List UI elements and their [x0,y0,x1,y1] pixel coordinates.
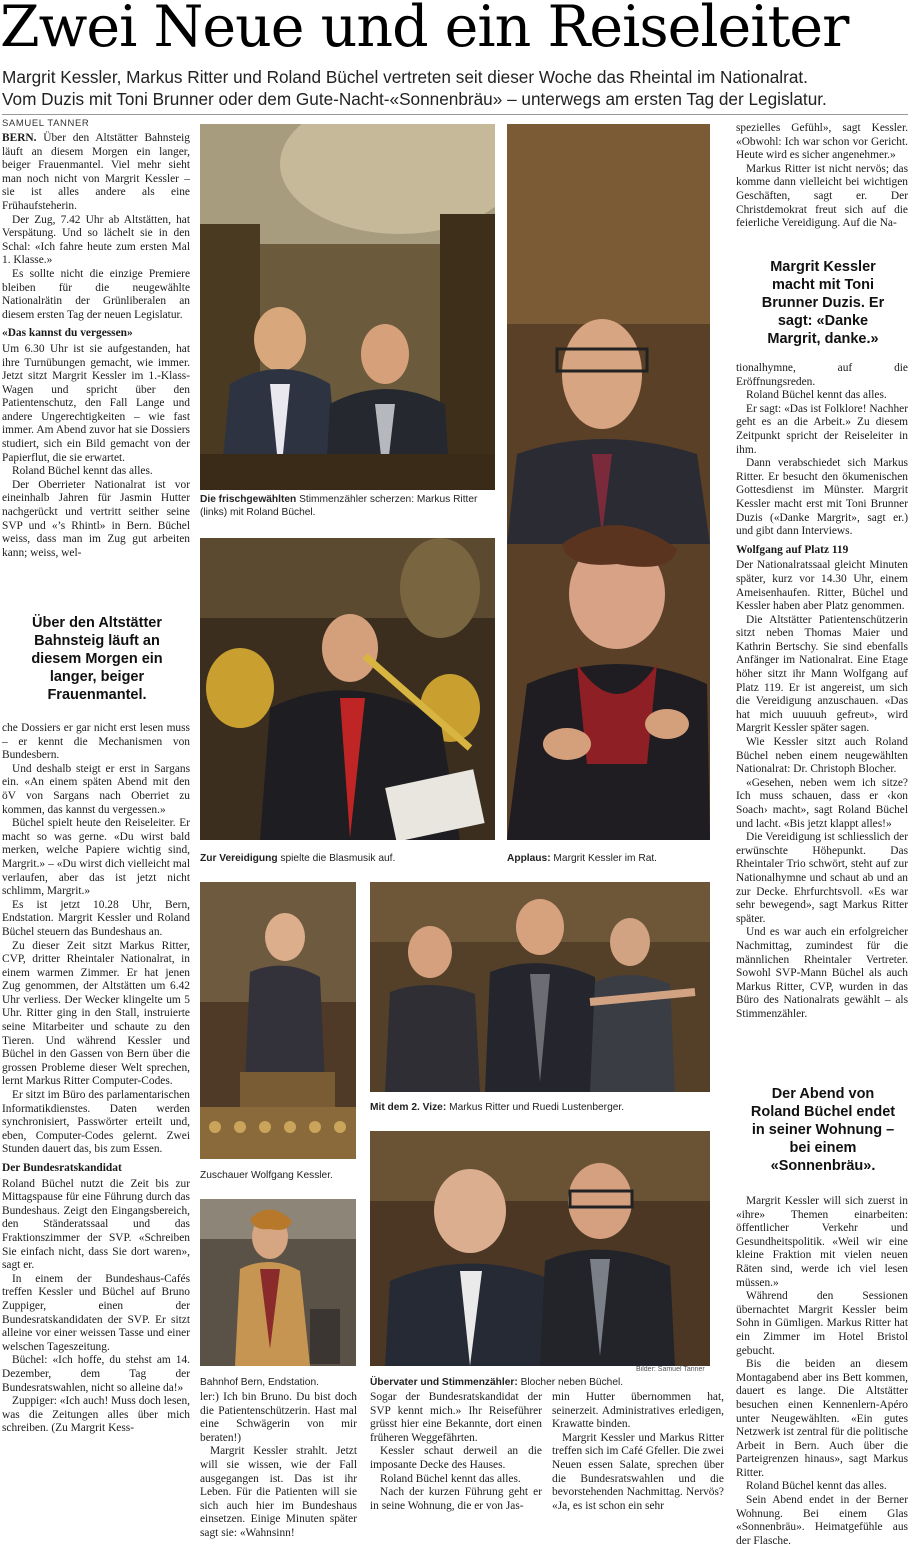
photo-credit: Bilder: Samuel Tanner [636,1366,705,1373]
caption-bold: Die frischgewählten [200,494,297,505]
paragraph: Roland Büchel kennt das alles. [746,1480,887,1493]
caption-bold: Übervater und Stimmenzähler: [370,1377,518,1388]
caption-text: Margrit Kessler im Rat. [550,853,658,864]
paragraph: Die Altstätter Patientenschützerin sitzt neben Thomas Maier und Kathrin Bertschy. Sie sind ebenfalls Anfänger im Nationalrat. Eine Etage höher sitzt ihr Mann Wolfgang auf Platz 119. Er ist angereist, um sich die Vereidigung anzuschauen. «Das hat mich uuuuuh gefreut», wird Margrit Kessler später sagen. [736,613,908,735]
caption-bold: Applaus: [507,853,551,864]
paragraph: Er sagt: «Das ist Folklore! Nachher geht es an die Arbeit.» Zu diesem Zeitpunkt spricht der Reiseleiter in ihm. [736,402,908,456]
paragraph: Um 6.30 Uhr ist sie aufgestanden, hat ihre Turnübungen gemacht, wie immer. Jetzt sitzt Margrit Kessler im 1.-Klass-Wagen und spricht über den Patientenschutz, den Fall Lange und andere Ungerechtigkeiten – wie fast immer. Am Abend zuvor hat sie Dossiers studiert, sich ein Bild gemacht von der Papierflut, die sie erwartet. [2,342,190,464]
caption-text: Markus Ritter und Ruedi Lustenberger. [446,1102,625,1113]
paragraph: Markus Ritter ist nicht nervös; das komme dann vielleicht bei wichtigen Geschäften, sagt er. Der Christdemokrat freut sich auf die feierliche Vereidigung. Auf die Na- [736,162,908,230]
photo-blasmusik [200,538,495,840]
paragraph: Margrit Kessler und Markus Ritter treffen sich im Café Gfeller. Die zwei Neuen essen Salate, sprechen über die Bundesratswahlen und die bevorstehenden Nachmittag. Nervös? «Ja, es ist schon ein sehr [552,1431,724,1512]
paragraph: Es sollte nicht die einzige Premiere bleiben für die neugewählte Nationalrätin der Grünliberalen an diesem ersten Tag der neuen Legislatur. [2,267,190,321]
caption-3 [507,852,710,865]
caption-text: Stimmenzähler scherzen: Markus Ritter (links) mit Roland Büchel. [200,494,478,518]
paragraph: tionalhymne, auf die Eröffnungsreden. [736,362,908,388]
column-right-bottom [736,1195,908,1548]
pull-quote-3: Der Abend von Roland Büchel endet in seiner Wohnung – bei einem «Sonnenbräu». [750,1086,896,1174]
column-right-top [736,122,908,231]
paragraph: Wie Kessler sitzt auch Roland Büchel neben einem neugewählten Nationalrat: Dr. Christoph Blocher. [736,736,908,776]
paragraph-text: Über den Altstätter Bahnsteig läuft an diesem Morgen ein langer, beiger Frauenmantel. Viel mehr sieht man noch nicht von Margrit Kessler – sie ist alles andere als eine Frühaufsteherin. [2,132,190,212]
caption-text: Blocher neben Büchel. [517,1377,624,1388]
dateline: BERN. [2,132,37,144]
paragraph: Während den Sessionen übernachtet Margrit Kessler beim Sohn in Gümligen. Markus Ritter hat ein Zimmer im Hotel Bristol gebucht. [736,1290,908,1357]
photo-image [200,882,356,1159]
lead-line-2: Vom Duzis mit Toni Brunner oder dem Gute-Nacht-«Sonnenbräu» – unterwegs am ersten Tag der Legislatur. [2,89,827,109]
column-bottom-4 [552,1391,724,1513]
photo-image [200,538,495,840]
paragraph: Roland Büchel nutzt die Zeit bis zur Mittagspause für eine Führung durch das Bundeshaus. Zeigt den Eingangsbereich, den Ständeratssaal und das Fraktionszimmer der SVP. «Schreiben Sie einfach nicht, dass Sie dort waren», sagt er. [2,1177,190,1272]
headline: Zwei Neue und ein Reiseleiter [0,0,849,60]
photo-image [370,882,710,1092]
caption-bold: Mit dem 2. Vize: [370,1102,447,1113]
paragraph: Roland Büchel kennt das alles. [380,1472,521,1485]
paragraph: Der Oberrieter Nationalrat ist vor eineinhalb Jahren für Jasmin Hutter nachgerückt und vertritt seither seine SVP und «’s Rhintl» in Bern. Büchel weiss, dass man im Zug gut arbeiten kann; weiss, wel- [2,478,190,559]
photo-wolfgang-kessler [200,882,356,1159]
paragraph: Zu dieser Zeit sitzt Markus Ritter, CVP, dritter Rheintaler Nationalrat, in einem warmen Zimmer. Er hat jenen Zug genommen, der Altstätten um 6.42 Uhr verliess. Der Wecker klingelte um 5 Uhr. Ritter ging in den Stall, instruierte seine Mitarbeiter und schaute zu den Tieren. Und während Kessler und Büchel in den Gassen von Bern über die grossen Probleme dieser Welt sprechen, lernt Markus Ritter Computer-Codes. [2,939,190,1088]
paragraph: Margrit Kessler strahlt. Jetzt will sie wissen, wie der Fall ausgegangen ist. Das ist ihr Leben. Für die Patienten will sie sich auch hier im Bundeshaus einsetzen. Einige Minuten später sagt sie: «Wahnsinn! [200,1445,357,1539]
caption-bold: Zur Vereidigung [200,853,278,864]
caption-2 [200,852,495,865]
paragraph: min Hutter übernommen hat, seinerzeit. Administratives erledigen, Krawatte binden. [552,1391,724,1431]
lead-text [2,66,908,110]
caption-text: spielte die Blasmusik auf. [277,853,396,864]
paragraph: Sein Abend endet in der Berner Wohnung. Bei einem Glas «Sonnenbräu». Heimatgefühle aus der Flasche. [736,1494,908,1547]
paragraph: Kessler schaut derweil an die imposante Decke des Hauses. [370,1445,542,1471]
caption-7 [370,1376,710,1389]
column-1-top [2,132,190,560]
paragraph: Dann verabschiedet sich Markus Ritter. Er besucht den ökumenischen Gottesdienst im Münster. Margrit Kessler macht erst mit Toni Brunner Duzis («Danke Margrit», sagt er.) und gibt dann Interviews. [736,457,908,538]
paragraph: che Dossiers er gar nicht erst lesen muss – er kennt die Mechanismen von Bundesbern. [2,722,190,762]
paragraph: Roland Büchel kennt das alles. [746,389,887,402]
paragraph: Bis die beiden an diesem Montagabend aber ins Bett kommen, dauert es lange. Die Altstätter besuchen einen Kennenlern-Apéro unter Neugewählten. «Ein gutes Netzwerk ist zentral für die politische Arbeit in Bern. Auch über die Parteigrenzen hinaus», sagt Markus Ritter. [736,1358,908,1479]
pull-quote-1: Über den Altstätter Bahnsteig läuft an diesem Morgen ein langer, beiger Frauenmantel. [31,615,163,703]
photo-zweiter-vize [370,882,710,1092]
paragraph: Der Zug, 7.42 Uhr ab Altstätten, hat Verspätung. Und so lächelt sie in den Schal: «Ich fahre heute zum ersten Mal 1. Klasse.» [2,213,190,267]
paragraph: In einem der Bundeshaus-Cafés treffen Kessler und Büchel auf Bruno Zuppiger, einen der Bundesratskandidaten der SVP. Er sitzt alleine vor einer weissen Tasse und einer welschen Tageszeitung. [2,1272,190,1353]
caption-4: Zuschauer Wolfgang Kessler. [200,1170,333,1181]
paragraph: Es ist jetzt 10.28 Uhr, Bern, Endstation. Margrit Kessler und Roland Büchel steuern das Bundeshaus an. [2,898,190,938]
paragraph: Er sitzt im Büro des parlamentarischen Informatikdienstes. Daten werden synchronisiert, Passwörter erteilt und, eben, Computer-Codes gelernt. Zwei Stunden dauert das, bis zum Essen. [2,1089,190,1156]
photo-bahnhof-bern [200,1199,356,1366]
photo-image [370,1131,710,1366]
photo-stimmenzaehler [200,124,495,490]
photo-image [200,124,495,490]
column-bottom-3 [370,1391,542,1513]
paragraph: spezielles Gefühl», sagt Kessler. «Obwohl: Ich war schon vor Gericht. Heute wird es sicher angenehmer.» [736,122,908,162]
paragraph: Nach der kurzen Führung geht er in seine Wohnung, die er von Jas- [370,1486,542,1512]
column-1-bottom [2,722,190,1436]
paragraph: Und es war auch ein erfolgreicher Nachmittag, zumindest für die männlichen Rheintaler Vertreter. Sowohl SVP-Mann Büchel als auch Markus Ritter, CVP, wurden in das Büro des Nationalrats gewählt – als Stimmenzähler. [736,926,908,1020]
paragraph: Zuppiger: «Ich auch! Muss doch lesen, was die Zeitungen alles über mich schreiben. (Zu Margrit Kess- [2,1395,190,1435]
paragraph: Büchel spielt heute den Reiseleiter. Er macht so was gerne. «Du wirst bald merken, welche Papiere wichtig sind, Margrit.» – «Du wirst dich vielleicht mal verlaufen, aber das ist jetzt nicht schlimm, Margrit.» [2,817,190,898]
pull-quote-2: Margrit Kessler macht mit Toni Brunner Duzis. Er sagt: «Danke Margrit, danke.» [761,259,885,347]
paragraph: «Gesehen, neben wem ich sitze? Ich muss schauen, dass er ‹kon Soach› macht», sagt Roland Büchel und lacht. «Bis jetzt klappt alles!» [736,776,908,830]
subheading: Der Bundesratskandidat [2,1162,122,1174]
author-byline: SAMUEL TANNER [2,118,90,129]
paragraph: Sogar der Bundesratskandidat der SVP kennt mich.» Ihr Reiseführer grüsst hier eine Bekannte, dort einen früheren Weggefährten. [370,1391,542,1444]
photo-image [507,124,710,840]
column-right-mid [736,362,908,1022]
caption-6: Bahnhof Bern, Endstation. [200,1377,319,1388]
caption-1 [200,493,495,519]
paragraph: Margrit Kessler will sich zuerst in «ihre» Themen einarbeiten: öffentlicher Verkehr und Gesundheitspolitik. «Weil wir eine kleine Fraktion mit vielen neuen Räten sind, werde ich viel lesen müssen.» [736,1195,908,1289]
paragraph: Die Vereidigung ist schliesslich der erwünschte Höhepunkt. Das Rheintaler Trio schwört, steht auf zur Nationalhymne und schaut ab und an zur Decke. Ehrfurchtsvoll. «Es war sehr bewegend», sagt Markus Ritter später. [736,831,908,925]
photo-image [200,1199,356,1366]
paragraph: Und deshalb steigt er erst in Sargans ein. «An einem späten Abend mit den öV von Sargans nach Oberriet zu kommen, das kannst du vergessen.» [2,762,190,816]
paragraph: Roland Büchel kennt das alles. [12,465,153,478]
paragraph: Büchel: «Ich hoffe, du stehst am 14. Dezember, dem Tag der Bundesratswahlen, nicht so alleine da!» [2,1354,190,1394]
subheading: Wolfgang auf Platz 119 [736,543,849,556]
lead-line-1: Margrit Kessler, Markus Ritter und Roland Büchel vertreten seit dieser Woche das Rheintal im Nationalrat. [2,67,808,87]
paragraph: Der Nationalratssaal gleicht Minuten später, kurz vor 14.30 Uhr, einem Ameisenhaufen. Ritter, Büchel und Kessler haben aber Platz genommen. [736,559,908,613]
column-bottom-2 [200,1391,357,1541]
divider [2,114,908,115]
subheading: «Das kannst du vergessen» [2,327,133,340]
photo-blocher-buechel [370,1131,710,1366]
paragraph [2,132,190,214]
caption-5 [370,1101,710,1114]
paragraph: ler:) Ich bin Bruno. Du bist doch die Patientenschützerin. Hast mal eine Schwägerin von mir beraten!) [200,1391,357,1444]
photo-applaus [507,124,710,840]
